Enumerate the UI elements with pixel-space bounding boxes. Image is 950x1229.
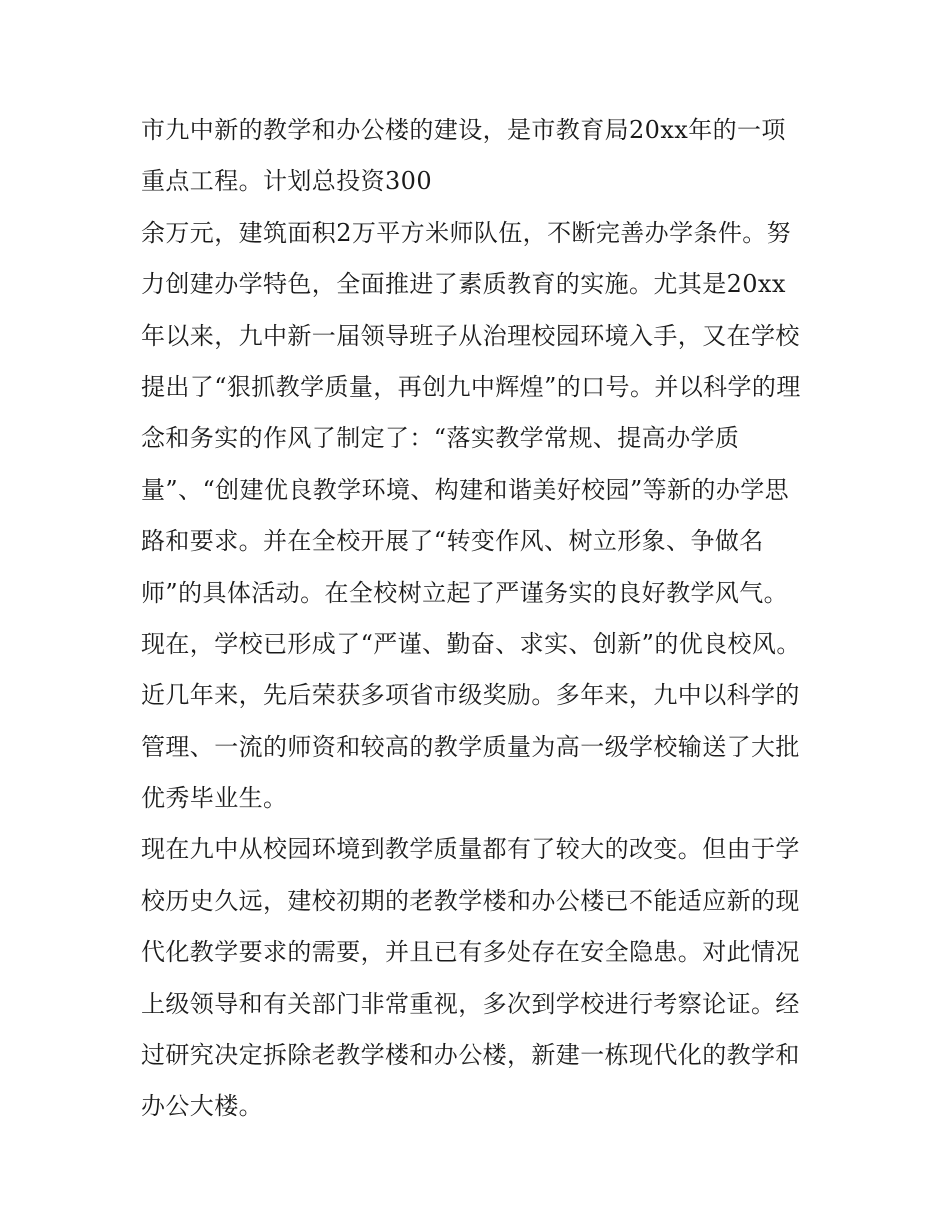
text-line: 师”的具体活动。在全校树立起了严谨务实的良好教学风气。 [141,578,789,607]
text-line: 近几年来，先后荣获多项省市级奖励。多年来，九中以科学的 [141,681,800,710]
text-line: 力创建办学特色，全面推进了素质教育的实施。尤其是20xx [141,270,786,299]
text-line: 校历史久远，建校初期的老教学楼和办公楼已不能适应新的现 [141,886,800,915]
text-line: 余万元，建筑面积2万平方米师队伍，不断完善办学条件。努 [141,218,792,247]
body-text [141,108,816,1136]
text-line: 代化教学要求的需要，并且已有多处存在安全隐患。对此情况 [141,938,800,967]
text-line: 路和要求。并在全校开展了“转变作风、树立形象、争做名 [141,527,764,556]
text-line: 提出了“狠抓教学质量，再创九中辉煌”的口号。并以科学的理 [141,372,801,401]
text-line: 年以来，九中新一届领导班子从治理校园环境入手，又在学校 [141,321,800,350]
text-line: 念和务实的作风了制定了：“落实教学常规、提高办学质 [141,424,740,453]
text-line: 优秀毕业生。 [141,784,288,813]
text-line: 现在，学校已形成了“严谨、勤奋、求实、创新”的优良校风。 [141,629,801,658]
text-line: 重点工程。计划总投资300 [141,167,433,196]
text-line: 市九中新的教学和办公楼的建设，是市教育局20xx年的一项 [141,116,786,144]
text-line: 上级领导和有关部门非常重视，多次到学校进行考察论证。经 [141,989,800,1018]
text-line: 办公大楼。 [141,1092,263,1121]
text-line: 量”、“创建优良教学环境、构建和谐美好校园”等新的办学思 [141,475,790,504]
text-line: 现在九中从校园环境到教学质量都有了较大的改变。但由于学 [141,835,800,864]
text-line: 管理、一流的师资和较高的教学质量为高一级学校输送了大批 [141,732,800,761]
text-line: 过研究决定拆除老教学楼和办公楼，新建一栋现代化的教学和 [141,1041,800,1070]
